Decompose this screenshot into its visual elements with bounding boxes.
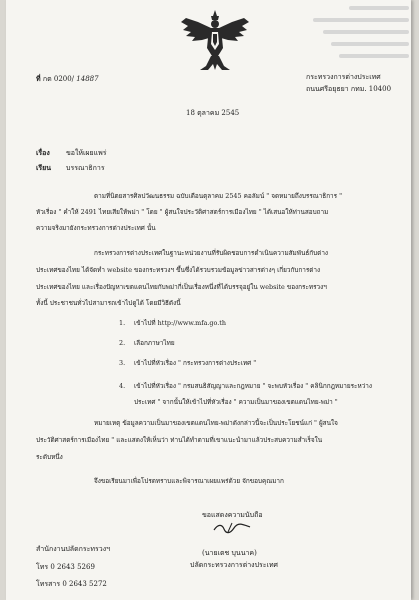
signatory-name: (นายเตช บุนนาค) bbox=[202, 549, 257, 557]
step-1-number: 1. bbox=[119, 319, 126, 327]
org-address: ถนนศรีอยุธยา กทม. 10400 bbox=[306, 85, 392, 93]
closing-salutation: ขอแสดงความนับถือ bbox=[202, 511, 263, 519]
ref-number-printed: กต 0200/ bbox=[42, 75, 77, 83]
subject-text: ขอให้เผยแพร่ bbox=[66, 149, 107, 157]
paragraph-2-line-1: กระทรวงการต่างประเทศในฐานะหน่วยงานที่รับผิดชอบการดำเนินความสัมพันธ์กับต่าง bbox=[94, 249, 329, 257]
step-2-text: เลือกภาษาไทย bbox=[134, 339, 175, 347]
ref-label: ที่ bbox=[36, 74, 41, 83]
ref-number-handwritten: 14887 bbox=[76, 75, 99, 83]
paragraph-1-line-3: ความจริงมายังกระทรวงการต่างประเทศ นั้น bbox=[36, 224, 156, 232]
paragraph-2-line-3: ประเทศของไทย และเรื่องปัญหาเขตแดนไทยกับพม่ากี่เป็นเรื่องหนึ่งที่ได้บรรจุอยู่ใน website ของกระทรวงฯ bbox=[36, 283, 327, 291]
paragraph-1-line-1: ตามที่นิตยสารศิลปวัฒนธรรม ฉบับเดือนตุลาคม 2545 คอลัมน์ " จดหมายถึงบรรณาธิการ " bbox=[94, 192, 343, 200]
footer-fax: โทรสาร 0 2643 5272 bbox=[36, 580, 107, 588]
garuda-emblem bbox=[178, 8, 252, 74]
paragraph-3-line-2: ประวัติศาสตร์การเมืองไทย " และแสดงให้เห็นว่า ท่านได้ทำตามที่เขาแนะนำมาแล้วประสบความสำเร็จใน bbox=[36, 436, 323, 444]
step-2-number: 2. bbox=[119, 339, 126, 347]
handwritten-signature bbox=[212, 520, 252, 536]
ref-number bbox=[36, 74, 99, 84]
signatory-title: ปลัดกระทรวงการต่างประเทศ bbox=[190, 561, 278, 569]
step-1-text: เข้าไปที่ http://www.mfa.go.th bbox=[134, 319, 226, 327]
letter-date: 18 ตุลาคม 2545 bbox=[186, 109, 240, 117]
step-4-text-cont: ประเทศ " จากนั้นให้เข้าไปที่หัวเรื่อง " ความเป็นมาของเขตแดนไทย-พม่า " bbox=[134, 398, 338, 406]
subject-label: เรื่อง bbox=[36, 148, 50, 157]
paragraph-3-line-3: ระดับหนึ่ง bbox=[36, 453, 63, 461]
step-3-number: 3. bbox=[119, 359, 126, 367]
subject-line bbox=[36, 148, 107, 158]
recipient-line bbox=[36, 163, 105, 173]
paragraph-2-line-4: ทั้งนี้ ประชาชนทั่วไปสามารถเข้าไปดูได้ โดยมีวิธีดังนี้ bbox=[36, 299, 181, 307]
step-3-text: เข้าไปที่หัวเรื่อง " กระทรวงการต่างประเทศ " bbox=[134, 359, 257, 367]
step-4-number: 4. bbox=[119, 382, 126, 390]
step-4-text: เข้าไปที่หัวเรื่อง " กรมสนธิสัญญาและกฎหมาย " จะพบหัวเรื่อง " คลินิกกฎหมายระหว่าง bbox=[134, 382, 373, 390]
paragraph-3-line-1: หมายเหตุ ข้อมูลความเป็นมาของเขตแดนไทย-พม่าดังกล่าวนี้จะเป็นประโยชน์แก่ " ผู้สนใจ bbox=[94, 419, 338, 427]
recipient-text: บรรณาธิการ bbox=[66, 164, 105, 172]
paragraph-1-line-2: หัวเรื่อง " คำให้ 2491 ไทยเสียให้พม่า " โดย " ผู้สนใจประวัติศาสตร์การเมืองไทย " ได้เสนอให้ท่านสอบถาม bbox=[36, 208, 329, 216]
recipient-label: เรียน bbox=[36, 163, 52, 172]
paragraph-2-line-2: ประเทศของไทย ได้จัดทำ website ของกระทรวงฯ ขึ้นซึ่งได้รวบรวมข้อมูลข่าวสารต่างๆ เกี่ยวกับการต่าง bbox=[36, 266, 321, 274]
footer-phone: โทร 0 2643 5269 bbox=[36, 563, 95, 571]
footer-office: สำนักงานปลัดกระทรวงฯ bbox=[36, 545, 111, 553]
closing-paragraph: จึงขอเรียนมาเพื่อโปรดทราบและพิจารณาเผยแพร่ด้วย จักขอบคุณมาก bbox=[94, 477, 284, 485]
org-name: กระทรวงการต่างประเทศ bbox=[306, 73, 381, 81]
letter-page bbox=[6, 0, 411, 600]
